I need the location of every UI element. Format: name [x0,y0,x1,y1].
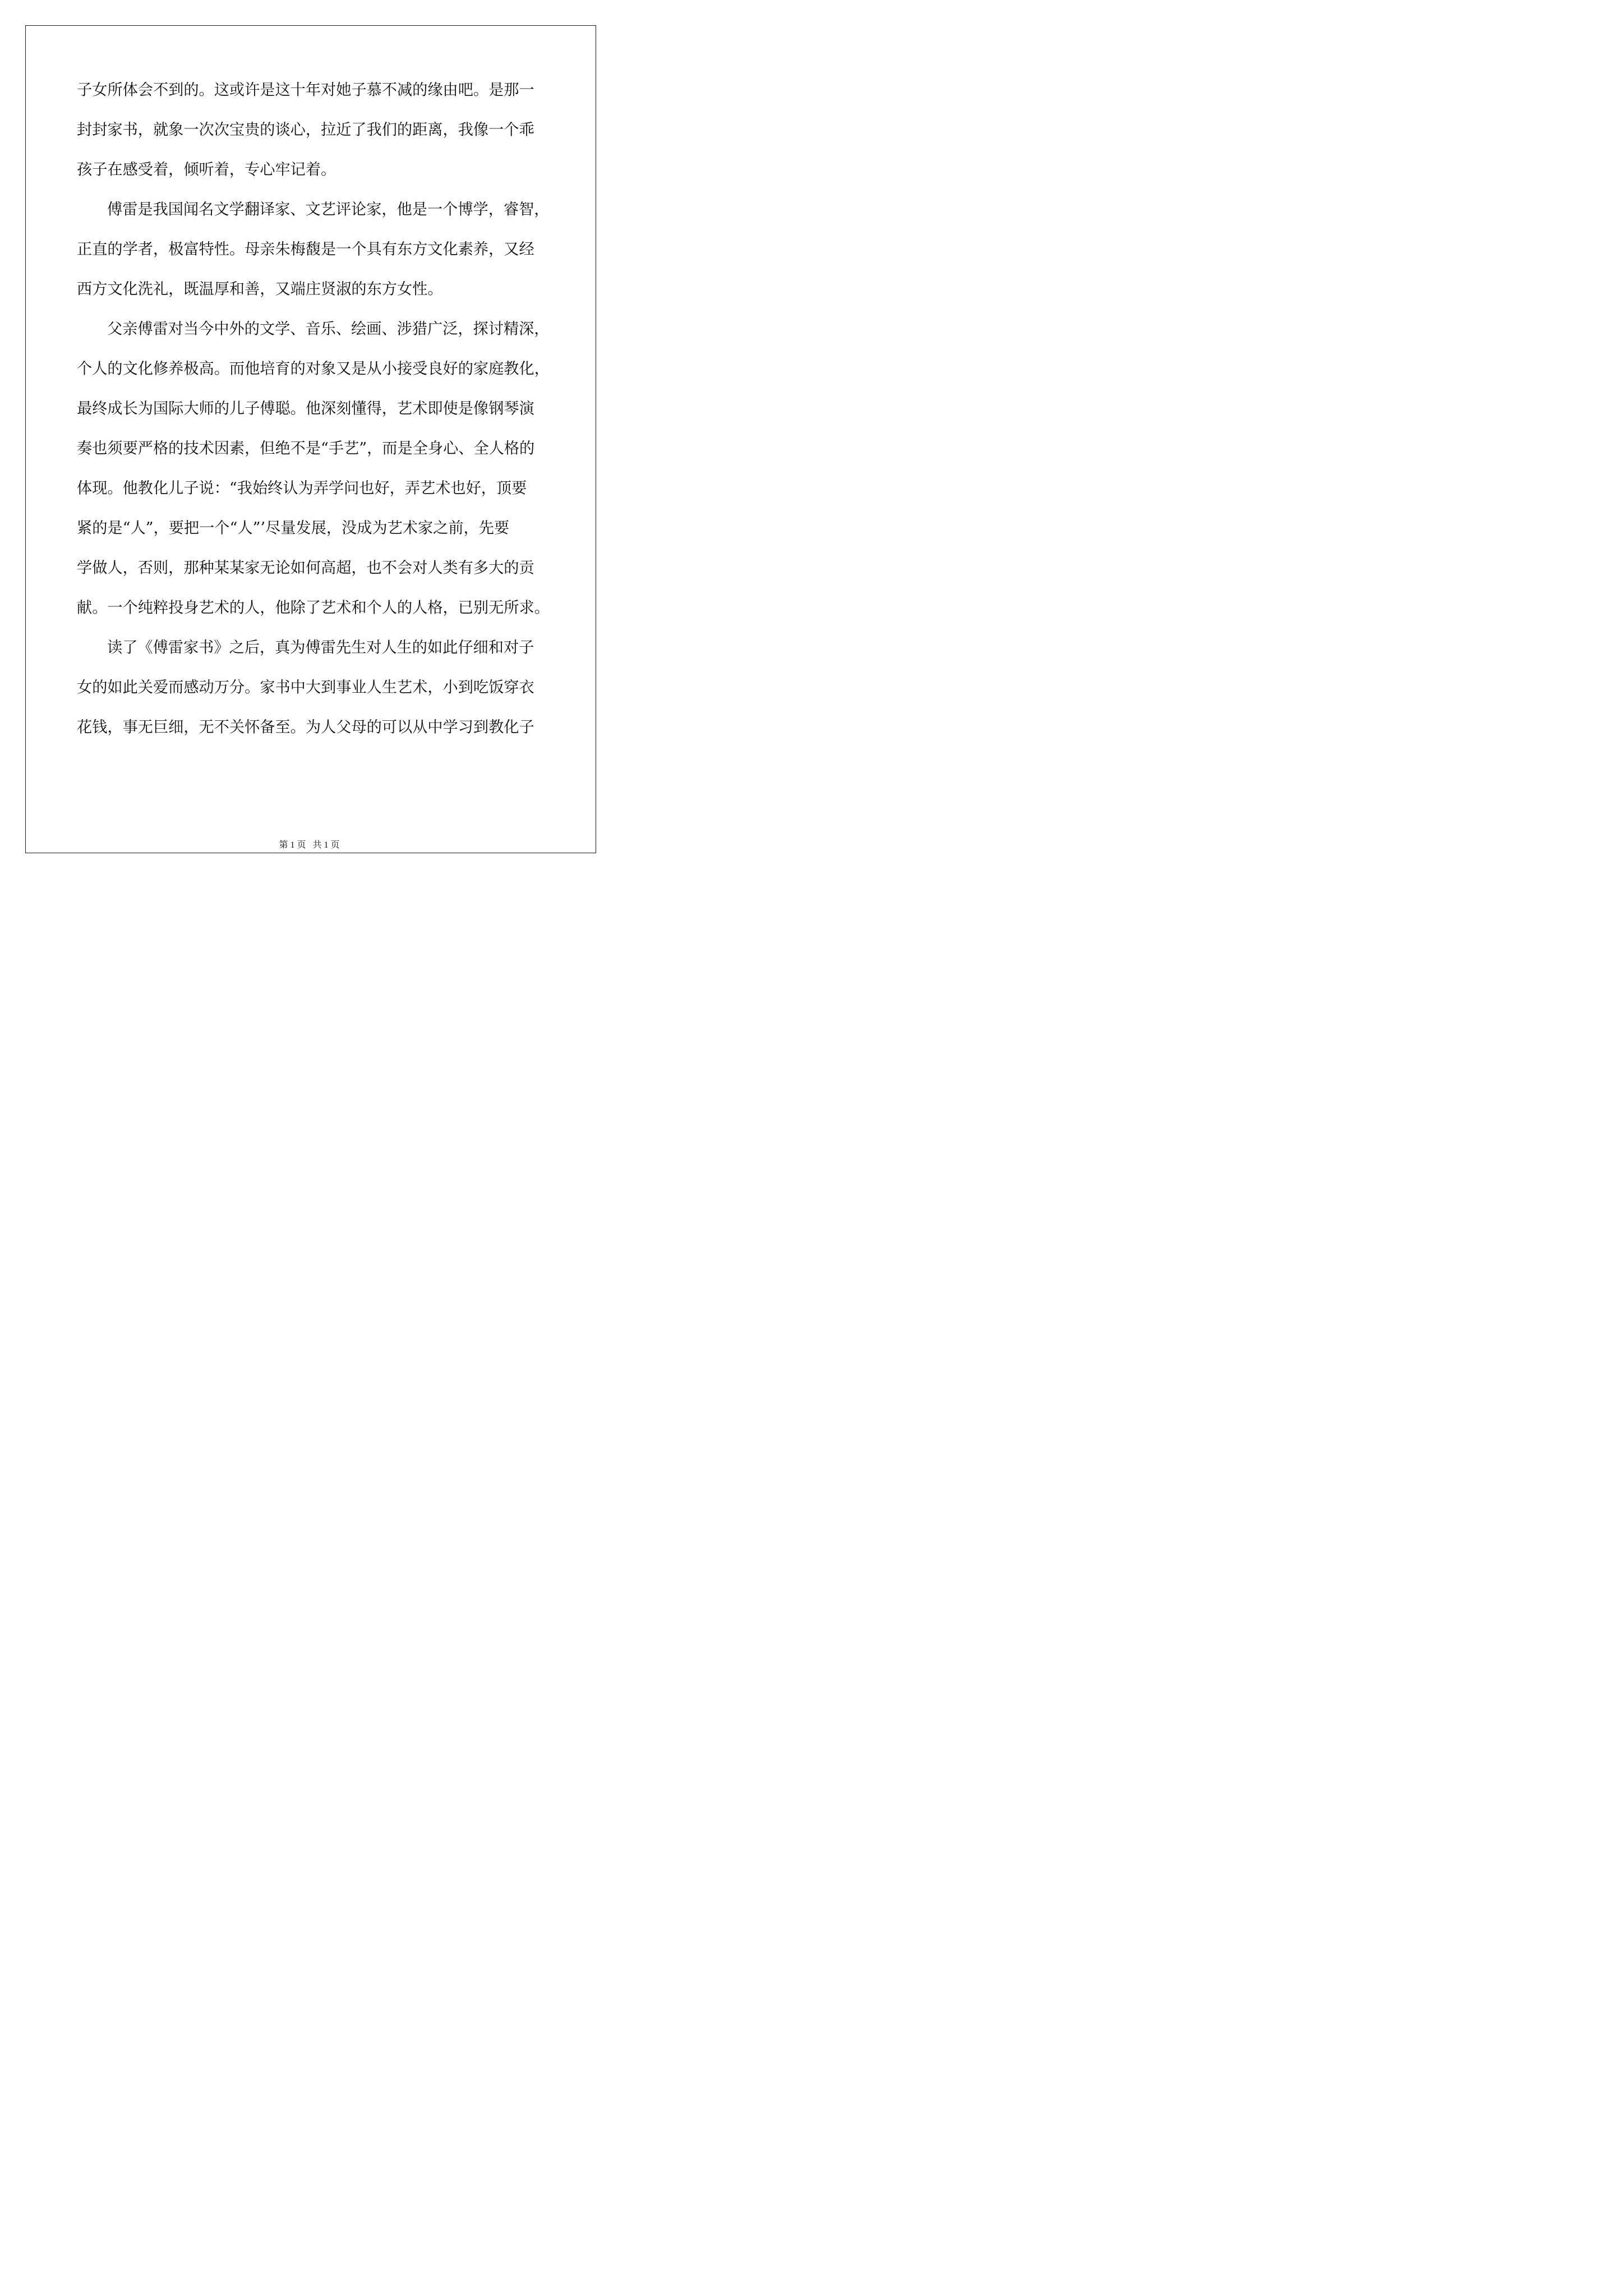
paragraph-first-line: 父亲傅雷对当今中外的文学、音乐、绘画、涉猎广泛，探讨精深， [107,320,550,338]
body-text-line: 封封家书，就象一次次宝贵的谈心，拉近了我们的距离，我像一个乖 [77,121,534,139]
body-text-line: 最终成长为国际大师的儿子傅聪。他深刻懂得，艺术即使是像钢琴演 [77,400,534,417]
body-text-line: 花钱，事无巨细，无不关怀备至。为人父母的可以从中学习到教化子 [77,719,534,736]
body-text-line: 正直的学者，极富特性。母亲朱梅馥是一个具有东方文化素养，又经 [77,241,534,258]
body-text-line: 紧的是“人”，要把一个“人”’尽量发展，没成为艺术家之前，先要 [77,519,510,537]
body-text-line: 西方文化洗礼，既温厚和善，又端庄贤淑的东方女性。 [77,280,443,298]
body-text-line: 体现。他教化儿子说：“我始终认为弄学问也好，弄艺术也好，顶要 [77,480,527,497]
page-number-footer: 第 1 页 共 1 页 [279,840,340,850]
body-text-line: 孩子在感受着，倾听着，专心牢记着。 [77,161,336,178]
body-text-line: 子女所体会不到的。这或许是这十年对她子慕不减的缘由吧。是那一 [77,81,534,99]
paragraph-first-line: 读了《傅雷家书》之后，真为傅雷先生对人生的如此仔细和对子 [107,639,534,656]
body-text-line: 学做人，否则，那种某某家无论如何高超，也不会对人类有多大的贡 [77,559,534,577]
paragraph-first-line: 傅雷是我国闻名文学翻译家、文艺评论家，他是一个博学，睿智， [107,201,550,218]
body-text-line: 个人的文化修养极高。而他培育的对象又是从小接受良好的家庭教化， [77,360,550,378]
body-text-line: 女的如此关爱而感动万分。家书中大到事业人生艺术，小到吃饭穿衣 [77,679,534,696]
body-text-line: 献。一个纯粹投身艺术的人，他除了艺术和个人的人格，已别无所求。 [77,599,550,616]
body-text-line: 奏也须要严格的技术因素，但绝不是“手艺”，而是全身心、全人格的 [77,440,535,457]
